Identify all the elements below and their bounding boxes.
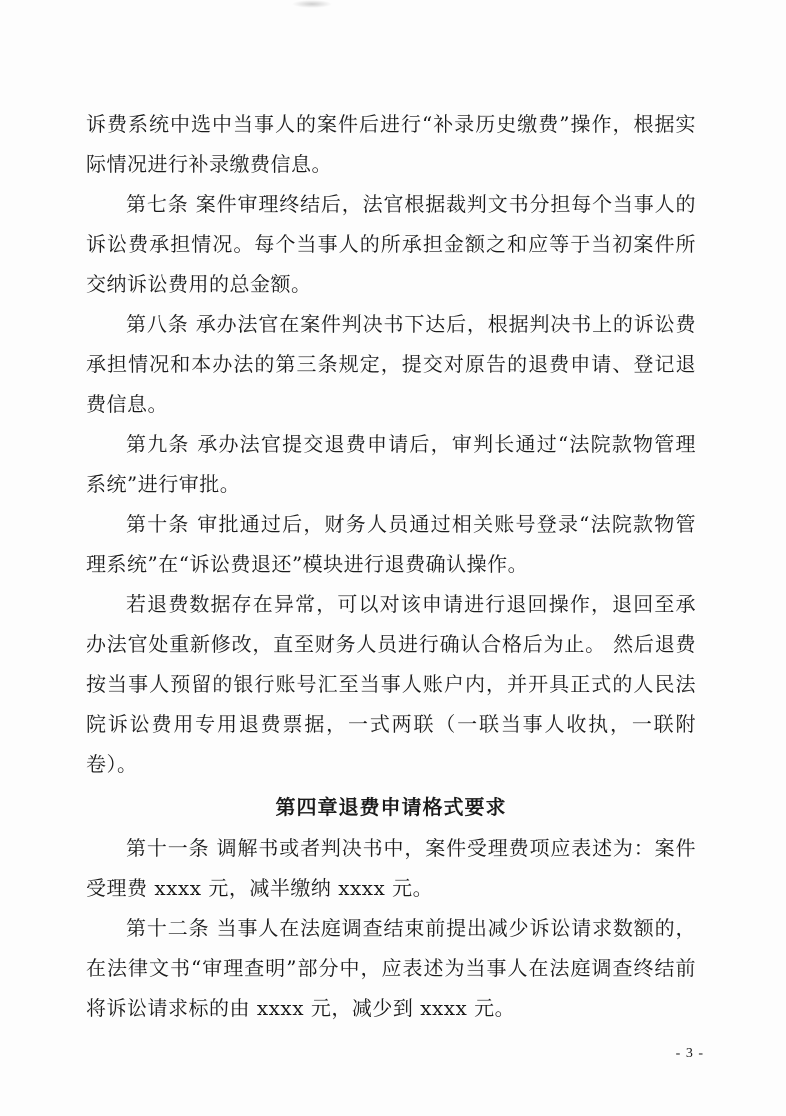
page-number: - 3 - [675, 1046, 704, 1061]
article-11: 第十一条 调解书或者判决书中，案件受理费项应表述为：案件受理费 xxxx 元，减半缴纳 xxxx 元。 [86, 836, 696, 900]
paragraph-continuation: 诉费系统中选中当事人的案件后进行“补录历史缴费”操作，根据实际情况进行补录缴费信息。 [86, 112, 696, 176]
article-10: 第十条 审批通过后，财务人员通过相关账号登录“法院款物管理系统”在“诉讼费退还”模块进行退费确认操作。 [86, 512, 696, 576]
article-10-supplement: 若退费数据存在异常，可以对该申请进行退回操作，退回至承办法官处重新修改，直至财务人员进行确认合格后为止。 然后退费按当事人预留的银行账号汇至当事人账户内，并开具正式的人民法院诉讼费用专用退费票据，一式两联（一联当事人收执，一联附卷）。 [86, 592, 696, 776]
article-12: 第十二条 当事人在法庭调查结束前提出减少诉讼请求数额的，在法律文书“审理查明”部分中，应表述为当事人在法庭调查终结前将诉讼请求标的由 xxxx 元，减少到 xxxx 元。 [86, 916, 696, 1020]
chapter-heading: 第四章退费申请格式要求 [275, 795, 507, 819]
article-9: 第九条 承办法官提交退费申请后，审判长通过“法院款物管理系统”进行审批。 [86, 432, 696, 496]
article-8: 第八条 承办法官在案件判决书下达后，根据判决书上的诉讼费承担情况和本办法的第三条规定，提交对原告的退费申请、登记退费信息。 [86, 312, 696, 416]
article-7: 第七条 案件审理终结后，法官根据裁判文书分担每个当事人的诉讼费承担情况。每个当事人的所承担金额之和应等于当初案件所交纳诉讼费用的总金额。 [86, 192, 696, 296]
scan-artifact [292, 0, 332, 8]
document-body [86, 104, 696, 1028]
